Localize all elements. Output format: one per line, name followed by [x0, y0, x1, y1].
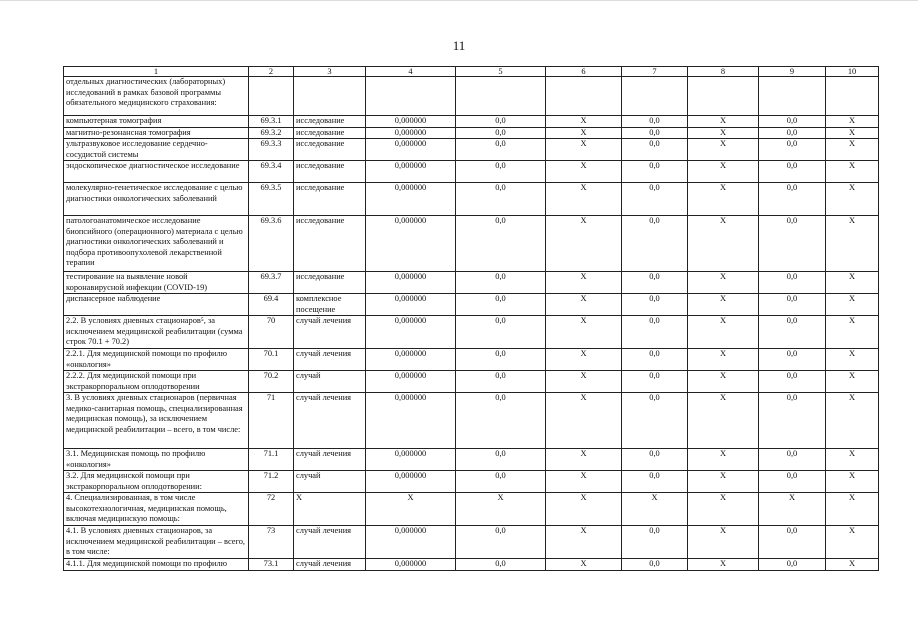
table-row	[64, 471, 879, 493]
table-cell: 0,000000	[366, 393, 456, 449]
table-cell: Х	[826, 294, 879, 316]
table-row	[64, 216, 879, 272]
table-cell: 0,000000	[366, 316, 456, 349]
table-cell	[366, 77, 456, 116]
table-cell: 69.3.1	[249, 116, 294, 128]
table-row	[64, 349, 879, 371]
table-cell: 0,0	[456, 116, 546, 128]
table-cell: Х	[688, 493, 759, 526]
row-label-cell: тестирование на выявление новой коронавирусной инфекции (COVID-19)	[64, 272, 249, 294]
table-cell: исследование	[294, 161, 366, 183]
page-top-edge	[0, 0, 918, 1]
table-cell: 0,0	[759, 127, 826, 139]
table-cell: Х	[546, 183, 622, 216]
table-cell: Х	[546, 526, 622, 559]
table-cell: 0,0	[622, 559, 688, 571]
table-cell: Х	[688, 294, 759, 316]
table-cell: 0,000000	[366, 294, 456, 316]
table-cell: Х	[826, 316, 879, 349]
table-cell: 0,0	[759, 161, 826, 183]
table-cell: 71	[249, 393, 294, 449]
row-label-cell: ультразвуковое исследование сердечно-сосудистой системы	[64, 139, 249, 161]
table-cell: 69.3.7	[249, 272, 294, 294]
table-cell: Х	[546, 471, 622, 493]
table-row	[64, 371, 879, 393]
table-row	[64, 294, 879, 316]
table-cell: 0,0	[622, 116, 688, 128]
table-cell: случай лечения	[294, 526, 366, 559]
table-cell: Х	[688, 139, 759, 161]
table-cell: 0,0	[759, 449, 826, 471]
table-cell: Х	[826, 526, 879, 559]
table-cell: 69.3.4	[249, 161, 294, 183]
table-cell	[826, 77, 879, 116]
row-label-cell: 2.2. В условиях дневных стационаров⁵, за исключением медицинской реабилитации (сумма строк 70.1 + 70.2)	[64, 316, 249, 349]
table-cell: 0,0	[759, 183, 826, 216]
table-cell: Х	[826, 216, 879, 272]
table-cell: 0,000000	[366, 272, 456, 294]
table-cell: Х	[622, 493, 688, 526]
table-row	[64, 316, 879, 349]
table-cell: 0,0	[759, 316, 826, 349]
table-cell: 70.2	[249, 371, 294, 393]
table-cell: 0,0	[759, 371, 826, 393]
column-header: 4	[366, 67, 456, 77]
table-cell: Х	[826, 471, 879, 493]
table-cell: 0,000000	[366, 449, 456, 471]
table-cell: Х	[546, 316, 622, 349]
row-label-cell: 3. В условиях дневных стационаров (первичная медико-санитарная помощь, специализированная медицинская помощь), за исключением медицинской реабилитации – всего, в том числе:	[64, 393, 249, 449]
table-cell: Х	[546, 294, 622, 316]
data-table	[63, 66, 879, 571]
table-row	[64, 559, 879, 571]
table-row	[64, 127, 879, 139]
table-cell: Х	[546, 272, 622, 294]
table-cell: 0,0	[622, 183, 688, 216]
table-cell: 73	[249, 526, 294, 559]
column-header: 3	[294, 67, 366, 77]
table-cell: Х	[546, 371, 622, 393]
table-row	[64, 116, 879, 128]
table-cell: 0,0	[456, 272, 546, 294]
table-cell: 0,000000	[366, 127, 456, 139]
table-cell: 0,0	[759, 116, 826, 128]
table-cell: Х	[366, 493, 456, 526]
row-label-cell: 4.1. В условиях дневных стационаров, за исключением медицинской реабилитации – всего, в том числе:	[64, 526, 249, 559]
table-cell: исследование	[294, 272, 366, 294]
table-cell: 69.3.5	[249, 183, 294, 216]
table-cell: 0,0	[759, 393, 826, 449]
table-row	[64, 183, 879, 216]
row-label-cell: 2.2.2. Для медицинской помощи при экстракорпоральном оплодотворении	[64, 371, 249, 393]
table-cell: случай лечения	[294, 349, 366, 371]
table-cell: Х	[688, 393, 759, 449]
row-label-cell: магнитно-резонансная томография	[64, 127, 249, 139]
table-cell: случай лечения	[294, 559, 366, 571]
table-cell: Х	[688, 449, 759, 471]
column-header: 6	[546, 67, 622, 77]
table-cell: Х	[688, 272, 759, 294]
table-row	[64, 77, 879, 116]
table-cell: 0,000000	[366, 116, 456, 128]
table-cell: 69.4	[249, 294, 294, 316]
row-label-cell: отдельных диагностических (лабораторных) исследований в рамках базовой программы обязательного медицинского страхования:	[64, 77, 249, 116]
table-cell: исследование	[294, 127, 366, 139]
table-cell: 0,0	[456, 559, 546, 571]
table-cell: Х	[688, 526, 759, 559]
table-cell: 0,0	[622, 161, 688, 183]
table-cell: 0,000000	[366, 183, 456, 216]
row-label-cell: молекулярно-генетическое исследование с целью диагностики онкологических заболеваний	[64, 183, 249, 216]
table-cell: Х	[688, 471, 759, 493]
table-cell: Х	[546, 559, 622, 571]
table-cell: 71.1	[249, 449, 294, 471]
table-cell: 0,0	[456, 127, 546, 139]
table-cell: 0,0	[759, 139, 826, 161]
table-cell: Х	[546, 493, 622, 526]
table-cell: 0,0	[456, 393, 546, 449]
table-cell: Х	[826, 183, 879, 216]
table-cell: Х	[826, 127, 879, 139]
table-cell	[622, 77, 688, 116]
table-cell: 69.3.6	[249, 216, 294, 272]
table-cell: 0,0	[622, 349, 688, 371]
table-cell	[759, 77, 826, 116]
table-cell: 0,0	[456, 371, 546, 393]
column-header: 9	[759, 67, 826, 77]
table-cell: 0,0	[759, 471, 826, 493]
table-cell: исследование	[294, 216, 366, 272]
table-cell: Х	[826, 371, 879, 393]
table-cell: случай лечения	[294, 449, 366, 471]
table-cell: Х	[826, 272, 879, 294]
table-cell: 69.3.3	[249, 139, 294, 161]
table-cell: 0,000000	[366, 349, 456, 371]
table-cell	[294, 77, 366, 116]
table-cell: 0,000000	[366, 371, 456, 393]
table-row	[64, 272, 879, 294]
table-cell: случай лечения	[294, 316, 366, 349]
table-cell: 0,0	[759, 216, 826, 272]
table-cell: 0,0	[456, 471, 546, 493]
table-cell: 0,0	[456, 161, 546, 183]
table-cell: Х	[546, 161, 622, 183]
table-cell: Х	[546, 216, 622, 272]
table-cell: Х	[826, 449, 879, 471]
table-cell: Х	[546, 127, 622, 139]
table-cell: Х	[688, 371, 759, 393]
row-label-cell: 4. Специализированная, в том числе высокотехнологичная, медицинская помощь, включая медицинскую помощь:	[64, 493, 249, 526]
table-cell: 0,0	[456, 139, 546, 161]
table-cell: Х	[546, 116, 622, 128]
table-cell: Х	[546, 393, 622, 449]
table-cell: 0,0	[759, 559, 826, 571]
column-header: 1	[64, 67, 249, 77]
table-cell: 0,0	[456, 449, 546, 471]
table-cell: Х	[759, 493, 826, 526]
table-cell: Х	[826, 493, 879, 526]
table-cell: 72	[249, 493, 294, 526]
table-cell: 0,0	[456, 526, 546, 559]
table-cell: 0,000000	[366, 161, 456, 183]
table-cell: 0,0	[622, 139, 688, 161]
table-cell: 0,0	[456, 183, 546, 216]
table-cell: 0,0	[622, 294, 688, 316]
table-cell: Х	[826, 116, 879, 128]
table-cell: 0,0	[622, 526, 688, 559]
table-row	[64, 526, 879, 559]
table-cell: 0,0	[759, 349, 826, 371]
table-cell: 0,000000	[366, 526, 456, 559]
table-row	[64, 139, 879, 161]
table-cell: Х	[826, 559, 879, 571]
table-cell: 70	[249, 316, 294, 349]
table-cell: 0,0	[622, 393, 688, 449]
column-header: 7	[622, 67, 688, 77]
table-cell: исследование	[294, 183, 366, 216]
table-cell: Х	[546, 139, 622, 161]
table-row	[64, 161, 879, 183]
row-label-cell: 3.1. Медицинская помощь по профилю «онкология»	[64, 449, 249, 471]
table-cell	[688, 77, 759, 116]
table-cell	[456, 77, 546, 116]
column-number-row	[64, 67, 879, 77]
table-cell: 0,0	[622, 272, 688, 294]
table-cell: Х	[546, 449, 622, 471]
row-label-cell: патологоанатомическое исследование биопсийного (операционного) материала с целью диагностики онкологических заболеваний и подбора противоопухолевой лекарственной терапии	[64, 216, 249, 272]
table-cell	[249, 77, 294, 116]
table-cell	[546, 77, 622, 116]
table-cell: Х	[826, 139, 879, 161]
table-cell: 0,0	[456, 316, 546, 349]
table-cell: Х	[688, 183, 759, 216]
table-cell: 70.1	[249, 349, 294, 371]
table-cell: Х	[688, 127, 759, 139]
table-row	[64, 393, 879, 449]
table-cell: 0,0	[622, 216, 688, 272]
table-cell: 0,000000	[366, 471, 456, 493]
table-cell: 69.3.2	[249, 127, 294, 139]
table-cell: 0,000000	[366, 559, 456, 571]
table-cell: 0,0	[759, 294, 826, 316]
column-header: 8	[688, 67, 759, 77]
table-cell: 0,0	[622, 316, 688, 349]
table-cell: Х	[688, 216, 759, 272]
table-cell: 0,0	[622, 471, 688, 493]
row-label-cell: эндоскопическое диагностическое исследование	[64, 161, 249, 183]
table-row	[64, 493, 879, 526]
table-cell: Х	[688, 559, 759, 571]
table-cell: 73.1	[249, 559, 294, 571]
table-cell: 71.2	[249, 471, 294, 493]
table-cell: 0,0	[759, 526, 826, 559]
table-cell: 0,000000	[366, 139, 456, 161]
table-cell: исследование	[294, 116, 366, 128]
table-cell: 0,0	[759, 272, 826, 294]
table-cell: Х	[826, 393, 879, 449]
table-cell: комплексное посещение	[294, 294, 366, 316]
table-cell: 0,000000	[366, 216, 456, 272]
table-cell: 0,0	[622, 449, 688, 471]
table-cell: Х	[826, 161, 879, 183]
table-cell: 0,0	[622, 127, 688, 139]
table-cell: Х	[456, 493, 546, 526]
row-label-cell: 2.2.1. Для медицинской помощи по профилю «онкология»	[64, 349, 249, 371]
table-cell: 0,0	[622, 371, 688, 393]
table-cell: исследование	[294, 139, 366, 161]
row-label-cell: диспансерное наблюдение	[64, 294, 249, 316]
table-cell: Х	[688, 349, 759, 371]
table-cell: Х	[688, 161, 759, 183]
table-cell: случай	[294, 471, 366, 493]
table-cell: Х	[688, 316, 759, 349]
table-cell: Х	[826, 349, 879, 371]
column-header: 5	[456, 67, 546, 77]
table-cell: Х	[688, 116, 759, 128]
table-cell: 0,0	[456, 349, 546, 371]
page-number: 11	[452, 38, 466, 53]
table-cell: Х	[294, 493, 366, 526]
table-cell: случай	[294, 371, 366, 393]
row-label-cell: 3.2. Для медицинской помощи при экстракорпоральном оплодотворении:	[64, 471, 249, 493]
row-label-cell: 4.1.1. Для медицинской помощи по профилю	[64, 559, 249, 571]
column-header: 10	[826, 67, 879, 77]
table-cell: 0,0	[456, 216, 546, 272]
table-row	[64, 449, 879, 471]
table-cell: 0,0	[456, 294, 546, 316]
column-header: 2	[249, 67, 294, 77]
table-cell: случай лечения	[294, 393, 366, 449]
table-cell: Х	[546, 349, 622, 371]
row-label-cell: компьютерная томография	[64, 116, 249, 128]
